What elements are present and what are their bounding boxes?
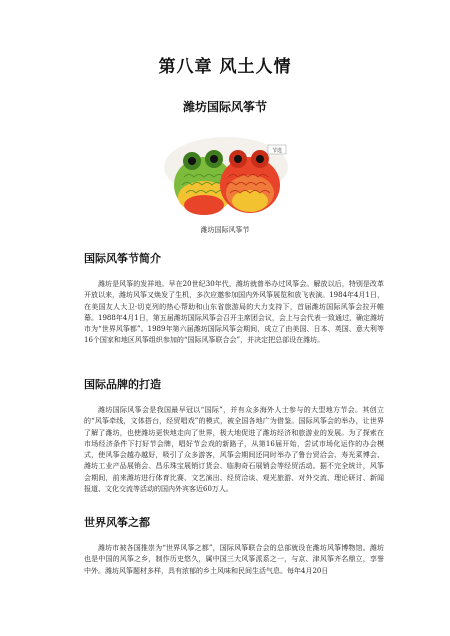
- section-heading-intro: 国际风筝节简介: [84, 252, 161, 265]
- green-kite-lower: [184, 195, 224, 215]
- figure-caption: 潍坊国际风筝节: [200, 226, 250, 234]
- photo-sign-text: 节选: [271, 148, 283, 154]
- section-paragraph-intro: 潍坊是风筝的发祥地。早在20世纪30年代，潍坊就曾举办过风筝会。解放以后，特别是改革开放以来，潍坊风筝又焕发了生机，多次应邀参加国内外风筝展览和放飞表演。1984年4月1日，在美国友人大卫·切克列的热心帮助和山东省旅游局的大力支持下，首届潍坊国际风筝会拉开帷幕。1988年4月1日，第五届潍坊国际风筝会召开主席团会议，会上与会代表一致通过，确定潍坊市为“世界风筝都”。1989年第六届潍坊国际风筝会期间，成立了由美国、日本、英国、意大利等16个国家和地区风筝组织参加的“国际风筝联合会”，并决定把总部设在潍坊。: [84, 280, 384, 345]
- section-paragraph-brand: 潍坊国际风筝会是我国最早冠以“国际”，并有众多海外人士参与的大型地方节会。其创立的“风筝牵线，文体搭台，经贸唱戏”的模式，被全国各地广为借鉴。国际风筝会的举办，让世界了解了潍坊，也使潍坊更快地走向了世界，极大地促进了潍坊经济和旅游业的发展。为了探索在市场经济条件下打好节会牌，唱好节会戏的新路子，从第16届开始，尝试市场化运作的办会模式，使风筝会越办越好，吸引了众多游客，风筝会期间还同时举办了鲁台贸洽会、寿光菜博会、潍坊工业产品展销会、昌乐珠宝展销订货会、临朐奇石展销会等经贸活动。据不完全统计，风筝会期间，前来潍坊进行体育比赛、文艺演出、经贸洽谈、观光旅游、对外交流、理论研讨、新闻报道、文化交流等活动的国内外宾客近60万人。: [84, 406, 384, 494]
- section-paragraph-kite-capital: 潍坊市被各国推崇为“世界风筝之都”，国际风筝联合会的总部就设在潍坊风筝博物馆。潍坊也是中国的风筝之乡，制作历史悠久，属中国三大风筝派系之一，与京、津风筝齐名鼎立，享誉中外。潍坊风筝题材多样，具有浓郁的乡土风味和民间生活气息。每年4月20日: [84, 544, 384, 575]
- section-heading-brand: 国际品牌的打造: [84, 378, 161, 391]
- chapter-title: 第八章 风土人情: [158, 57, 292, 77]
- kite-photo: [162, 127, 290, 221]
- article-title: 潍坊国际风筝节: [182, 100, 267, 114]
- section-heading-kite-capital: 世界风筝之都: [84, 516, 150, 529]
